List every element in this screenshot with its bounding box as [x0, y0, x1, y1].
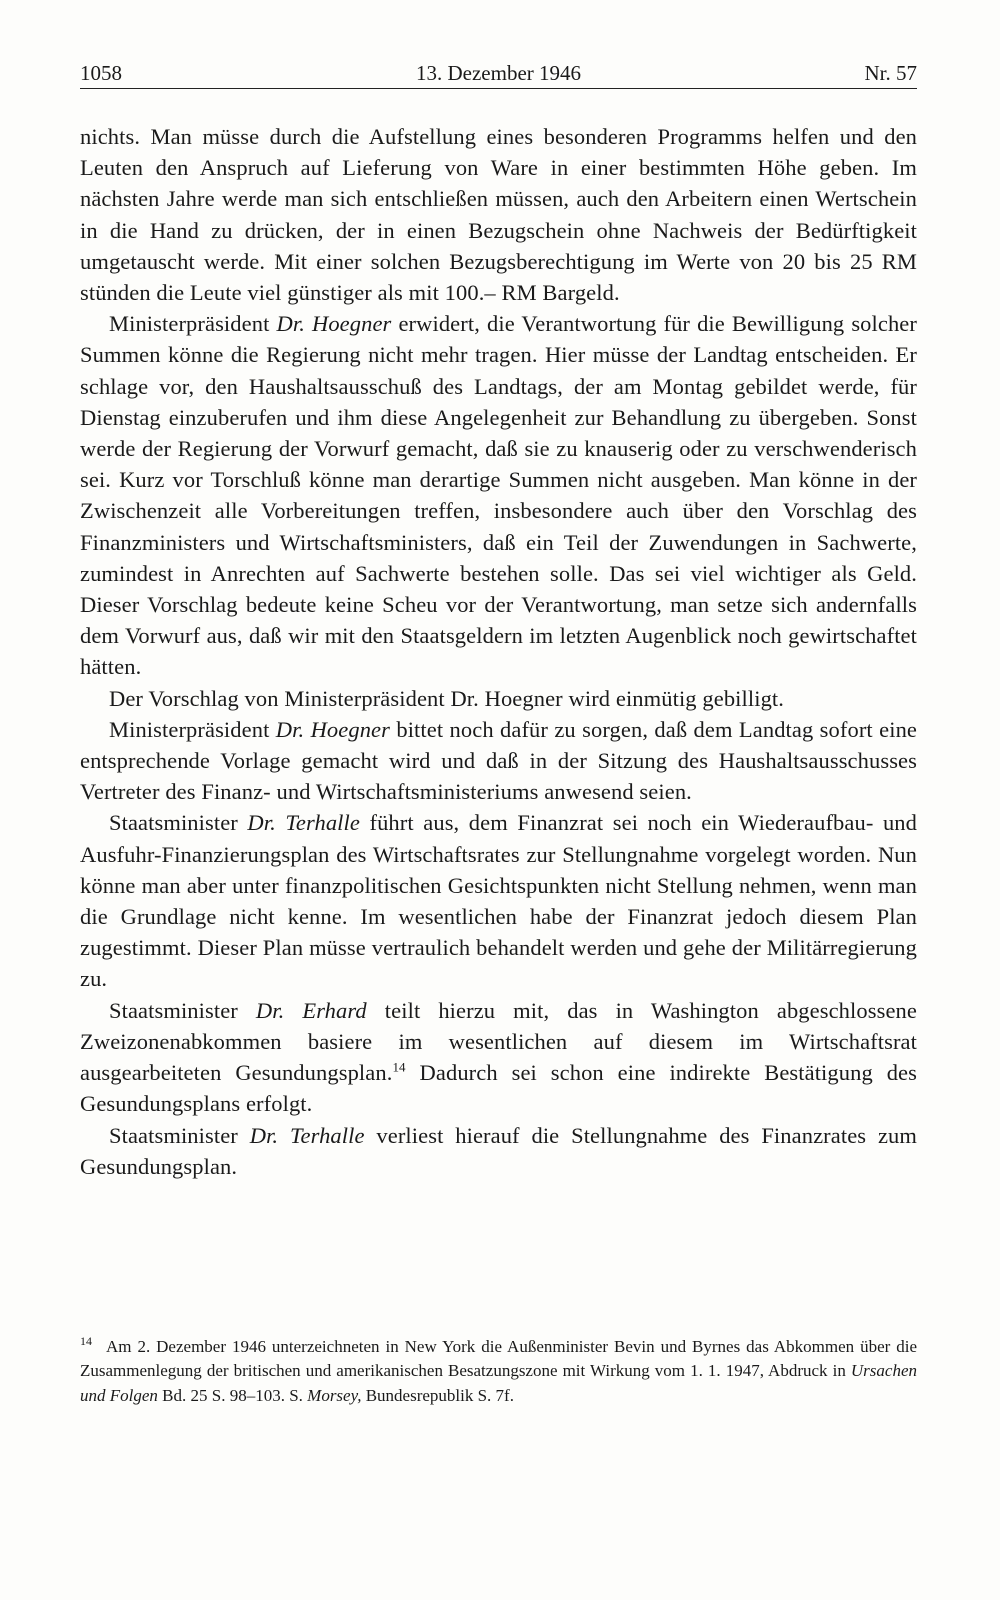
footnote-italic-text: Ursachen und Folgen: [80, 1361, 917, 1405]
paragraph-text: nichts. Man müsse durch die Aufstellung eines besonderen Programms helfen und den Leuten den Anspruch auf Lieferung von Ware in einer bestimmten Höhe geben. Im nächsten Jahre werde man sich entschließen müssen, auch den Arbeitern einen Wertschein in die Hand zu drücken, der in einen Bezugschein ohne Nachweis der Bedürftigkeit umgetauscht werde. Mit einer solchen Bezugsberechtigung im Werte von 20 bis 25 RM stünden die Leute viel günstiger als mit 100.– RM Bargeld.: [80, 124, 917, 306]
paragraph-text: führt aus, dem Finanzrat sei noch ein Wiederaufbau- und Ausfuhr-Finanzierungsplan des Wirtschaftsrates zur Stellungnahme vorgelegt worden. Nun könne man aber unter finanzpolitischen Gesichtspunkten nicht Stellung nehmen, wenn man die Grundlage nicht kenne. Im wesentlichen habe der Finanzrat jedoch diesem Plan zugestimmt. Dieser Plan müsse vertraulich behandelt werden und gehe der Militärregierung zu.: [80, 810, 918, 992]
paragraph-text: erwidert, die Verantwortung für die Bewilligung solcher Summen könne die Regierung nicht mehr tragen. Hier müsse der Landtag entscheiden. Er schlage vor, den Haushaltsausschuß des Landtags, der am Montag gebildet werde, für Dienstag einzuberufen und ihm diese Angelegenheit zur Behandlung zu übergeben. Sonst werde der Regierung der Vorwurf gemacht, daß sie zu knauserig oder zu verschwenderisch sei. Kurz vor Torschluß könne man derartige Summen nicht ausgeben. Man könne in der Zwischenzeit alle Vorbereitungen treffen, insbesondere auch über den Vorschlag des Finanzministers und Wirtschaftsministers, daß ein Teil der Zuwendungen in Sachwerte, zumindest in Anrechten auf Sachwerte bestehen solle. Das sei viel wichtiger als Geld. Dieser Vorschlag bedeute keine Scheu vor der Verantwortung, man setze sich andernfalls dem Vorwurf aus, daß wir mit den Staatsgeldern im letzten Augenblick noch gewirtschaftet hätten.: [80, 311, 917, 680]
paragraph-italic-text: Dr. Hoegner: [275, 716, 390, 742]
footnotes: [80, 1335, 917, 1408]
paragraph: [80, 308, 917, 682]
paragraph-italic-text: Dr. Erhard: [255, 997, 367, 1023]
paragraph: [80, 1120, 917, 1182]
paragraph-italic-text: Dr. Terhalle: [247, 810, 360, 836]
paragraph: [80, 683, 917, 714]
paragraph-text: Staatsminister: [109, 810, 248, 836]
header-date: 13. Dezember 1946: [415, 61, 582, 85]
page-number: 1058: [80, 61, 122, 85]
paragraph-text: Ministerpräsident: [109, 311, 277, 337]
paragraph-text: bittet noch dafür zu sorgen, daß dem Landtag sofort eine entsprechende Vorlage gemacht wird und daß in der Sitzung des Haushaltsausschusses Vertreter des Finanz- und Wirtschaftsministeriums anwesend seien.: [80, 716, 917, 805]
paragraph: [80, 714, 917, 808]
paragraph-text: Dadurch sei schon eine indirekte Bestätigung des Gesundungsplans erfolgt.: [80, 1060, 917, 1117]
paragraph-text: verliest hierauf die Stellungnahme des Finanzrates zum Gesundungsplan.: [80, 1122, 917, 1179]
footnote-reference: 14: [392, 1059, 406, 1075]
running-header: [80, 54, 917, 89]
paragraph: [80, 121, 917, 308]
issue-number: Nr. 57: [864, 61, 917, 85]
paragraph: [80, 995, 917, 1120]
footnote-text: Am 2. Dezember 1946 unterzeichneten in New York die Außenminister Bevin und Byrnes das Abkommen über die Zusammenlegung der britischen und amerikanischen Besatzungszone mit Wirkung vom 1. 1. 1947, Abdruck in: [80, 1337, 917, 1381]
paragraph-text: Staatsminister: [109, 997, 256, 1023]
paragraph-text: teilt hierzu mit, das in Washington abgeschlossene Zweizonenabkommen basiere im wesentlichen auf diesem im Wirtschaftsrat ausgearbeiteten Gesundungsplan.: [80, 997, 917, 1086]
footnote-text: Bd. 25 S. 98–103. S.: [157, 1385, 308, 1405]
paragraph-italic-text: Dr. Hoegner: [276, 311, 392, 337]
footnote-mark: 14: [80, 1334, 92, 1349]
footnote-italic-text: Morsey,: [307, 1385, 362, 1405]
footnote-text: Bundesrepublik S. 7f.: [361, 1385, 514, 1405]
paragraph: [80, 807, 917, 994]
paragraph-text: Staatsminister: [109, 1122, 250, 1148]
paragraph-text: Ministerpräsident: [109, 716, 276, 742]
paragraph-italic-text: Dr. Terhalle: [249, 1122, 365, 1148]
paragraph-text: Der Vorschlag von Ministerpräsident Dr. Hoegner wird einmütig gebilligt.: [109, 685, 785, 711]
body-text: [80, 121, 917, 1182]
footnote: [80, 1335, 917, 1408]
